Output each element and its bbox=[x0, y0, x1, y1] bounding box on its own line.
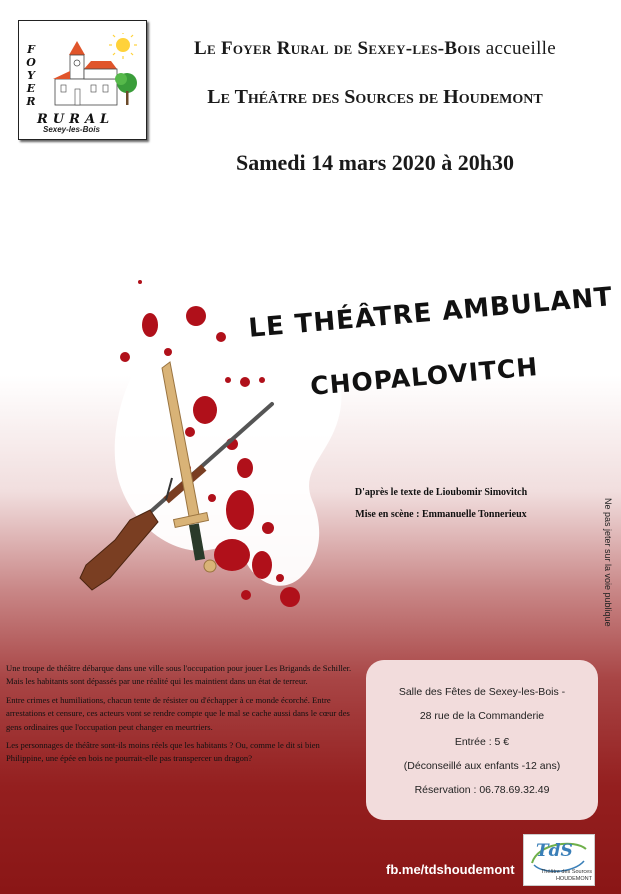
host-verb: accueille bbox=[480, 38, 556, 59]
show-description bbox=[6, 662, 352, 771]
logo-rural-text: RURAL bbox=[37, 112, 115, 127]
event-date: Samedi 14 mars 2020 à 20h30 bbox=[235, 150, 515, 175]
entry-price: Entrée : 5 € bbox=[454, 736, 510, 748]
venue-name: Salle des Fêtes de Sexey-les-Bois - bbox=[398, 686, 566, 698]
logo-subtitle: Sexey-les-Bois bbox=[43, 125, 100, 134]
litter-notice: Ne pas jeter sur la voie publique bbox=[603, 498, 613, 627]
logo-vertical-text: F O Y E R bbox=[26, 43, 36, 108]
tds-logo-text: TdS bbox=[536, 841, 573, 861]
facebook-link[interactable]: fb.me/tdshoudemont bbox=[386, 862, 515, 877]
show-title-line1: LE THÉÂTRE AMBULANT bbox=[247, 282, 615, 344]
description-paragraph-3: Les personnages de théâtre sont-ils moins réels que les habitants ? Ou, comme le dit si bien Philippine, une épée en bois ne pourrait-elle pas transpercer un dragon? bbox=[6, 740, 320, 764]
director-credit: Mise en scène : Emmanuelle Tonnerieux bbox=[355, 509, 527, 520]
host-name: Le Foyer Rural de Sexey-les-Bois bbox=[194, 38, 481, 59]
booking-phone: Réservation : 06.78.69.32.49 bbox=[414, 784, 550, 796]
venue-address: 28 rue de la Commanderie bbox=[419, 710, 545, 722]
age-warning: (Déconseillé aux enfants -12 ans) bbox=[403, 760, 561, 772]
show-title-line2: CHOPALOVITCH bbox=[309, 352, 540, 401]
tds-logo-subtitle bbox=[526, 869, 592, 882]
description-paragraph-2: Entre crimes et humiliations, chacun tente de résister ou d'échapper à ce monde écorché. Entre arrestations et censure, ces acteurs vont se rendre compte que le mal se cache aussi dans le cœur des gens ordinaires que l'occupation peut changer en meurtriers. bbox=[6, 694, 350, 732]
author-credit: D'après le texte de Lioubomir Simovitch bbox=[354, 487, 528, 498]
event-info-box bbox=[366, 660, 598, 820]
tds-sub-line2: HOUDEMONT bbox=[555, 875, 592, 882]
tds-logo bbox=[523, 834, 595, 886]
header-company-line: Le Théâtre des Sources de Houdemont bbox=[207, 86, 543, 108]
tds-sub-line1: Théâtre des Sources bbox=[540, 869, 592, 875]
description-paragraph-1: Une troupe de théâtre débarque dans une ville sous l'occupation pour jouer Les Brigands de Schiller. Mais les habitants sont dépassés par une réalité qui les maintient dans un état de terreur. bbox=[6, 663, 352, 687]
